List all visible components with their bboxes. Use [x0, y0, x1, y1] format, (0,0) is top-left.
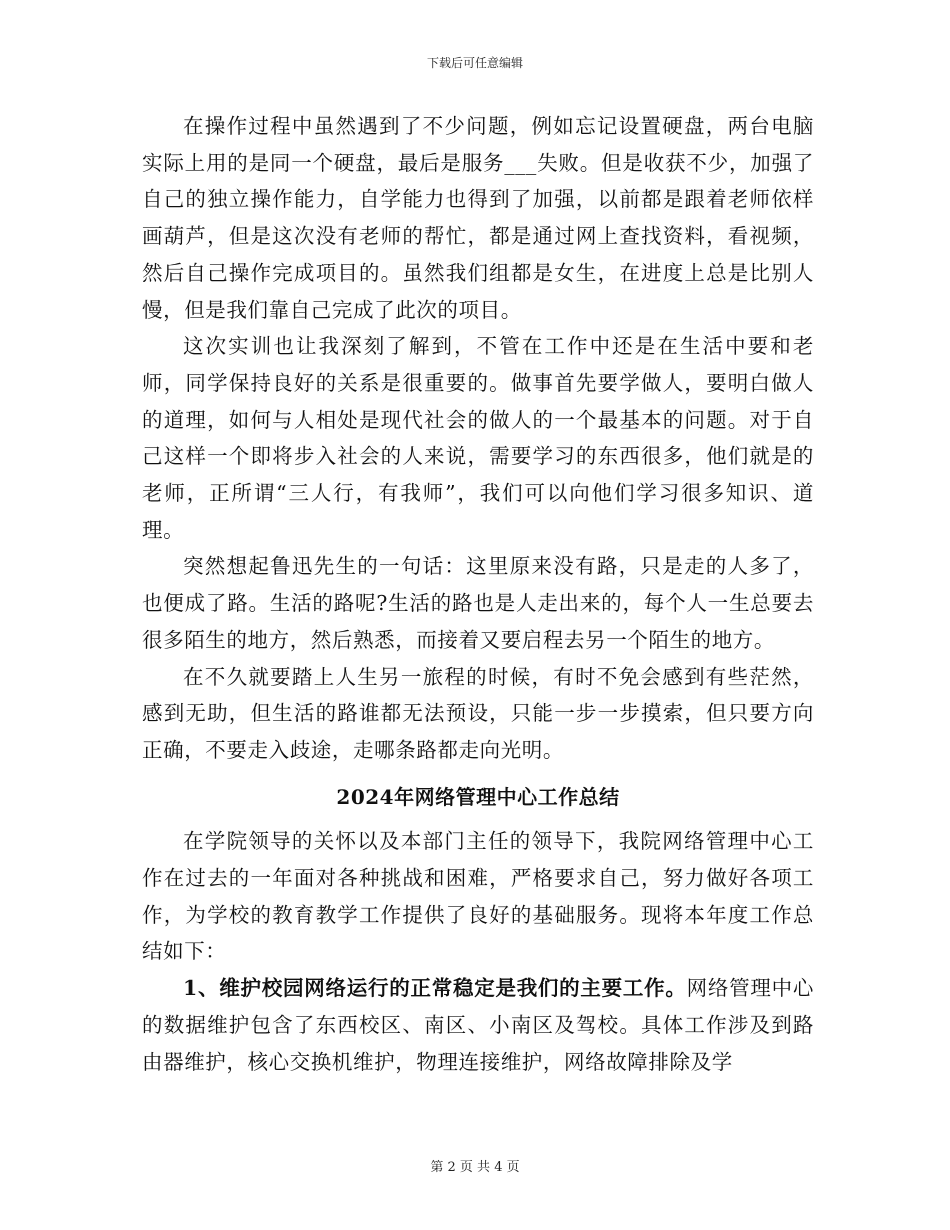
section-title: 2024年网络管理中心工作总结 — [336, 784, 620, 809]
paragraph-2: 这次实训也让我深刻了解到，不管在工作中还是在生活中要和老师，同学保持良好的关系是很重要的。做事首先要学做人，要明白做人的道理，如何与人相处是现代社会的做人的一个最基本的问题。对于自己这样一个即将步入社会的人来说，需要学习的东西很多，他们就是的老师，正所谓“三人行，有我师”，我们可以向他们学习很多知识、道理。 — [142, 334, 814, 542]
paragraph-4: 在不久就要踏上人生另一旅程的时候，有时不免会感到有些茫然，感到无助，但生活的路谁都无法预设，只能一步一步摸索，但只要方向正确，不要走入歧途，走哪条路都走向光明。 — [142, 664, 814, 762]
intro-paragraph: 在学院领导的关怀以及本部门主任的领导下，我院网络管理中心工作在过去的一年面对各种挑战和困难，严格要求自己，努力做好各项工作，为学校的教育教学工作提供了良好的基础服务。现将本年度工作总结如下： — [142, 829, 814, 964]
item-1-text: 网络管理中心的数据维护包含了东西校区、南区、小南区及驾校。具体工作涉及到路由器维护，核心交换机维护，物理连接维护，网络故障排除及学 — [142, 976, 814, 1074]
paragraph-3: 突然想起鲁迅先生的一句话：这里原来没有路，只是走的人多了，也便成了路。生活的路呢?生活的路也是人走出来的，每个人一生总要去很多陌生的地方，然后熟悉，而接着又要启程去另一个陌生的地方。 — [142, 554, 814, 652]
item-1-paragraph — [142, 970, 814, 1080]
page-footer: 第 2 页 共 4 页 — [430, 1160, 520, 1175]
paragraph-1: 在操作过程中虽然遇到了不少问题，例如忘记设置硬盘，两台电脑实际上用的是同一个硬盘，最后是服务___失败。但是收获不少，加强了自己的独立操作能力，自学能力也得到了加强，以前都是跟着老师依样画葫芦，但是这次没有老师的帮忙，都是通过网上查找资料，看视频，然后自己操作完成项目的。虽然我们组都是女生，在进度上总是比别人慢，但是我们靠自己完成了此次的项目。 — [142, 114, 814, 322]
document-body — [142, 108, 814, 1080]
item-1-heading: 1、维护校园网络运行的正常稳定是我们的主要工作。 — [183, 976, 687, 1001]
page-header: 下载后可任意编辑 — [426, 56, 523, 70]
